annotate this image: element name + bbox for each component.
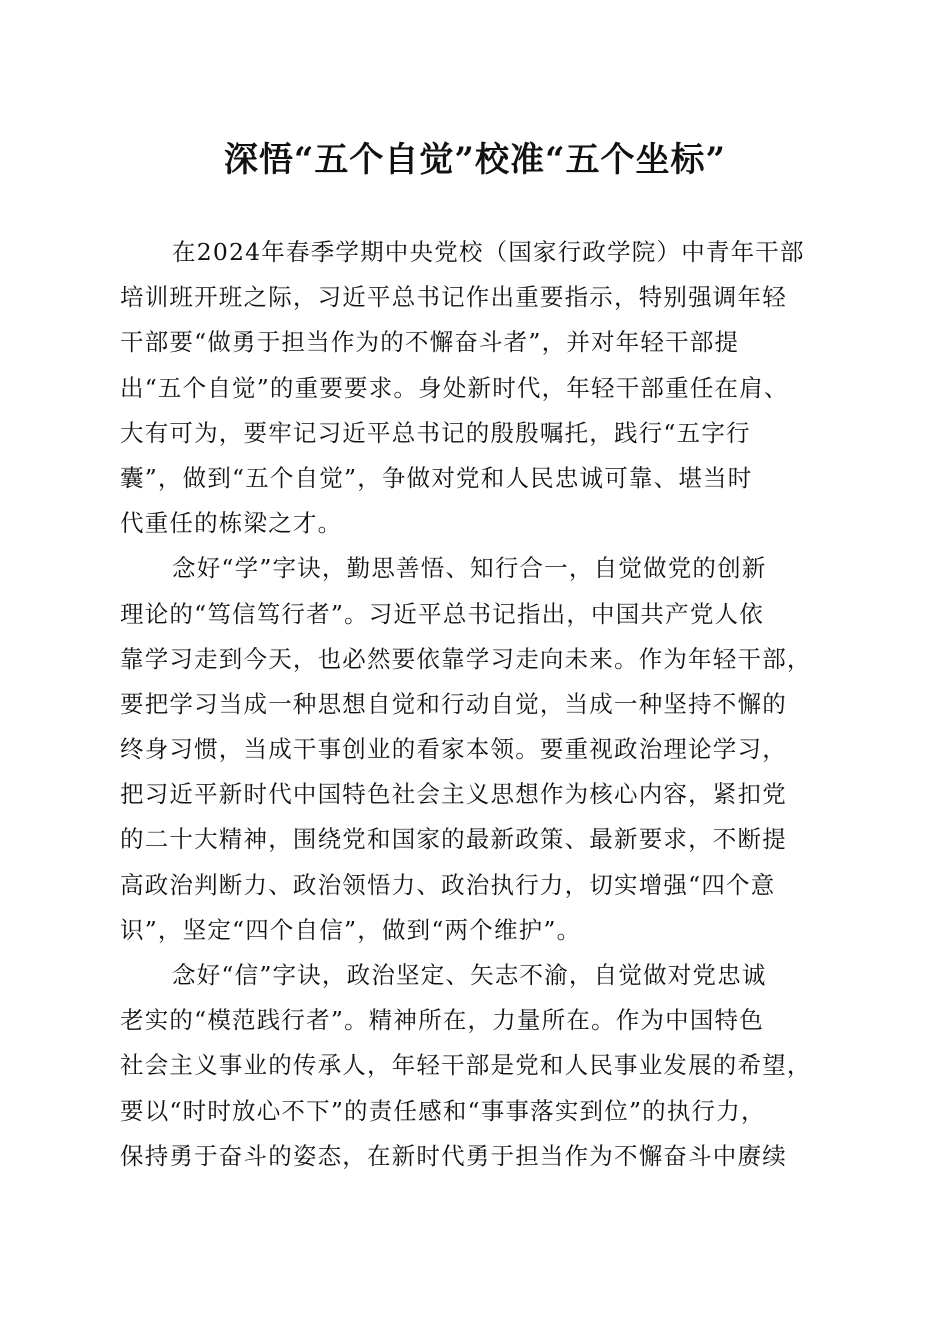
paragraph-2-line-2: 理论的“笃信笃行者”。习近平总书记指出，中国共产党人依: [120, 599, 764, 628]
document-body: [120, 230, 840, 1179]
paragraph-1-line-4: 出“五个自觉”的重要要求。身处新时代，年轻干部重任在肩、: [120, 373, 789, 402]
paragraph-2-line-6: 把习近平新时代中国特色社会主义思想作为核心内容，紧扣党: [120, 780, 787, 809]
paragraph-3-line-2: 老实的“模范践行者”。精神所在，力量所在。作为中国特色: [120, 1006, 764, 1035]
paragraph-2-line-9: 识”，坚定“四个自信”，做到“两个维护”。: [120, 915, 582, 944]
paragraph-2-line-5: 终身习惯，当成干事创业的看家本领。要重视政治理论学习，: [120, 735, 787, 764]
paragraph-1-line-3: 干部要“做勇于担当作为的不懈奋斗者”，并对年轻干部提: [120, 328, 740, 357]
paragraph-2-line-8: 高政治判断力、政治领悟力、政治执行力，切实增强“四个意: [120, 870, 776, 899]
paragraph-2-line-3: 靠学习走到今天，也必然要依靠学习走向未来。作为年轻干部，: [120, 644, 812, 673]
paragraph-3-line-4: 要以“时时放心不下”的责任感和“事事落实到位”的执行力，: [120, 1096, 766, 1125]
paragraph-3-line-1: 念好“信”字诀，政治坚定、矢志不渝，自觉做对党忠诚: [172, 961, 767, 989]
paragraph-3-line-5: 保持勇于奋斗的姿态，在新时代勇于担当作为不懈奋斗中赓续: [120, 1141, 787, 1170]
paragraph-2-line-7: 的二十大精神，围绕党和国家的最新政策、最新要求，不断提: [120, 825, 787, 854]
paragraph-1-line-2: 培训班开班之际，习近平总书记作出重要指示，特别强调年轻: [120, 283, 787, 312]
paragraph-2-line-1: 念好“学”字诀，勤思善悟、知行合一，自觉做党的创新: [172, 554, 767, 583]
document-title: 深悟“五个自觉”校准“五个坐标”: [223, 140, 727, 180]
paragraph-1-line-1: 在2024年春季学期中央党校（国家行政学院）中青年干部: [172, 238, 805, 266]
paragraph-1-line-6: 囊”，做到“五个自觉”，争做对党和人民忠诚可靠、堪当时: [120, 463, 753, 492]
paragraph-2-line-4: 要把学习当成一种思想自觉和行动自觉，当成一种坚持不懈的: [120, 689, 787, 718]
paragraph-1-line-7: 代重任的栋梁之才。: [120, 509, 343, 538]
paragraph-1-line-5: 大有可为，要牢记习近平总书记的殷殷嘱托，践行“五字行: [120, 418, 751, 447]
paragraph-3-line-3: 社会主义事业的传承人，年轻干部是党和人民事业发展的希望，: [120, 1051, 812, 1080]
